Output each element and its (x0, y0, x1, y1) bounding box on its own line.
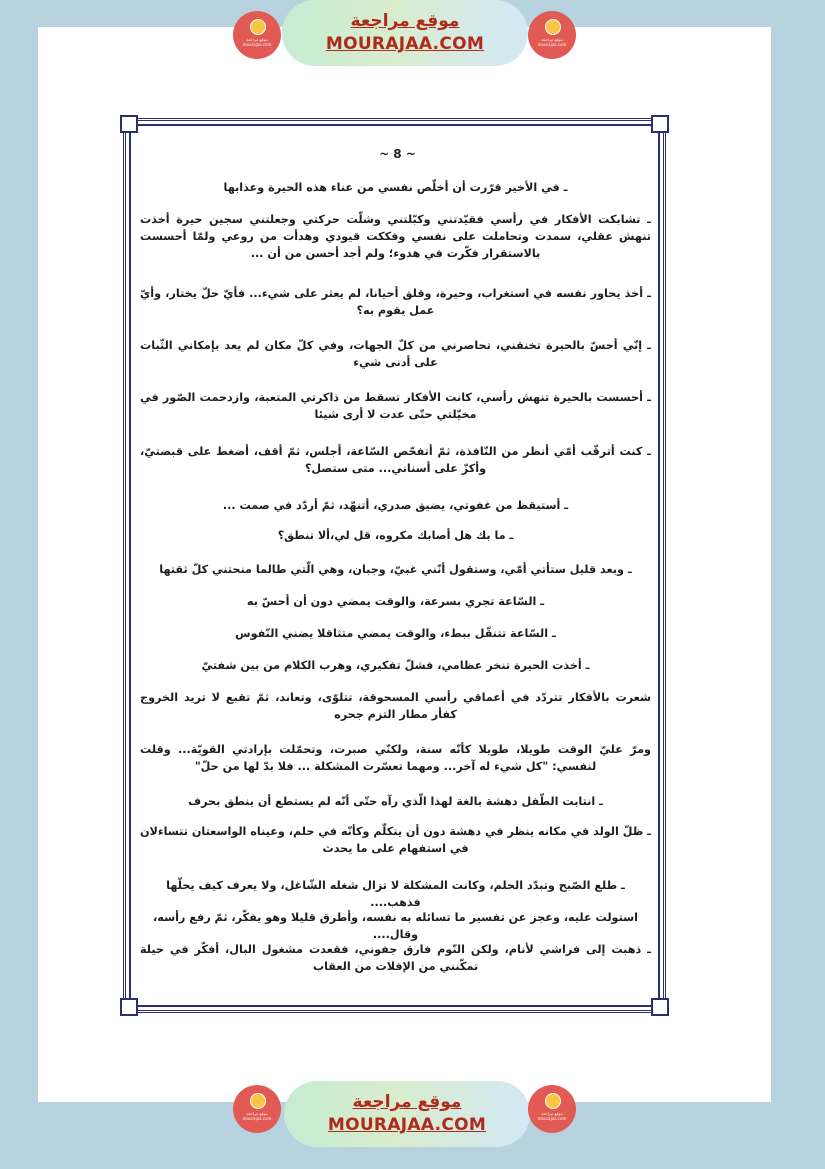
site-logo-icon (233, 11, 281, 59)
site-logo-icon (528, 1085, 576, 1133)
logo-mark-icon (250, 19, 266, 35)
paragraph: ـ في الأخير قرّرت أن أخلّص نفسي من عناء هذه الحيرة وعذابها (223, 181, 568, 194)
logo-mark-icon (545, 19, 561, 35)
paragraph: ـ ما بك هل أصابك مكروه، قل لي،ألا تنطق؟ (277, 529, 514, 542)
paragraph: ـ أحسست بالحيرة تنهش رأسي، كانت الأفكار تسقط من ذاكرتي المتعبة، وازدحمت الصّور في مخيّلتي حتّى عدت لا أرى شيئا (140, 391, 651, 421)
header-site-badge (0, 0, 825, 70)
paragraph: ـ أستيقظ من غفوتي، يضيق صدري، أتنهّد، ثمّ أردّد في صمت ... (222, 499, 569, 512)
paragraph: ـ ذهبت إلى فراشي لأنام، ولكن النّوم فارق جفوني، فقعدت مشغول البال، أفكّر في حيلة تمكّنني من الإفلات من العقاب (140, 943, 651, 973)
frame-corner-ornament (120, 998, 138, 1016)
logo-mark-icon (250, 1093, 266, 1109)
paragraph: ـ طلع الصّبح وتبدّد الحلم، وكانت المشكلة لا تزال شغله الشّاغل، ولا يعرف كيف يحلّها فذهب.... (166, 879, 625, 909)
logo-caption: موقع مراجعة mourajaa.com (242, 37, 272, 47)
site-name-arabic: موقع مراجعة (352, 1092, 462, 1112)
paragraph: ـ إنّي أحسّ بالحيرة تخنقني، تحاصرني من كلّ الجهات، وفي كلّ مكان لم يعد بإمكاني الثّبات على أدنى شيء (140, 339, 651, 369)
logo-caption: موقع مراجعة mourajaa.com (537, 1111, 567, 1121)
site-logo-icon (528, 11, 576, 59)
logo-caption: موقع مراجعة mourajaa.com (242, 1111, 272, 1121)
site-link[interactable] (282, 0, 528, 66)
logo-mark-icon (545, 1093, 561, 1109)
footer-site-badge (0, 1081, 825, 1151)
paragraph: ـ أخذت الحيرة تنخر عظامي، فشلّ تفكيري، وهرب الكلام من بين شفتيّ (201, 659, 590, 672)
paragraph: ـ كنت أترقّب أمّي أنظر من النّافذة، ثمّ أتفحّص السّاعة، أجلس، ثمّ أقف، أضغط على قبضتيّ، وأكزّ على أسناني... متى ستصل؟ (140, 445, 651, 475)
paragraph: ـ ظلّ الولد في مكانه ينظر في دهشة دون أن يتكلّم وكأنّه في حلم، وعيناه الواسعتان تتساءلان في استفهام على ما يحدث (140, 825, 651, 855)
paragraph: ـ تشابكت الأفكار في رأسي فقيّدتني وكبّلتني وشلّت حركتي وجعلتني سجين حيرة أخذت تنهش عقلي، سمدت وتحاملت على نفسي وفككت قيودي وهدأت من روعي ولمّا أحسست بالاستقرار فكّرت في هدوء؛ ولم أجد أحسن من أن ... (140, 213, 651, 260)
frame-corner-ornament (651, 998, 669, 1016)
paragraph: شعرت بالأفكار تتردّد في أعماقي رأسي المسحوقة، تتلوّى، وتعاند، ثمّ تقبع لا تريد الخروج كفأر مطار التزم جحره (140, 691, 651, 721)
site-name-arabic: موقع مراجعة (350, 11, 460, 31)
page-number: ~ 8 ~ (379, 147, 416, 161)
paragraph: ـ انتابت الطّفل دهشة بالغة لهذا الّذي رآه حتّى أنّه لم يستطع أن ينطق بحرف (188, 795, 603, 808)
paragraph: ـ وبعد قليل ستأتي أمّي، وستقول أنّني غبيّ، وجبان، وهي الّتي طالما منحتني كلّ ثقتها (159, 563, 632, 576)
site-domain: MOURAJAA.COM (327, 1115, 487, 1135)
paragraph: ومرّ عليّ الوقت طويلا، طويلا كأنّه سنة، ولكنّي صبرت، وتحمّلت بإرادتي القويّة... وقلت لنفسي: "كل شيء له آخر... ومهما تعسّرت المشكلة ... فلا بدّ لها من حلّ" (140, 743, 651, 773)
paragraph: ـ السّاعة تجري بسرعة، والوقت يمضي دون أن أحسّ به (246, 595, 545, 608)
frame-corner-ornament (651, 115, 669, 133)
site-domain: MOURAJAA.COM (325, 34, 485, 54)
document-page (123, 118, 666, 1013)
site-link[interactable] (284, 1081, 530, 1147)
paragraph: استولت عليه، وعجز عن تفسير ما تسائله به نفسه، وأطرق قليلا وهو يفكّر، ثمّ رفع رأسه، وقال.... (153, 911, 638, 941)
frame-corner-ornament (120, 115, 138, 133)
site-logo-icon (233, 1085, 281, 1133)
paragraph: ـ السّاعة تتنقّل ببطء، والوقت يمضي متثاقلا يضني النّفوس (235, 627, 556, 640)
paragraph: ـ أخذ يحاور نفسه في استغراب، وحيرة، وقلق أحيانا، لم يعثر على شيء... فأيّ حلّ يختار، وأيّ عمل يقوم به؟ (140, 287, 651, 317)
logo-caption: موقع مراجعة mourajaa.com (537, 37, 567, 47)
